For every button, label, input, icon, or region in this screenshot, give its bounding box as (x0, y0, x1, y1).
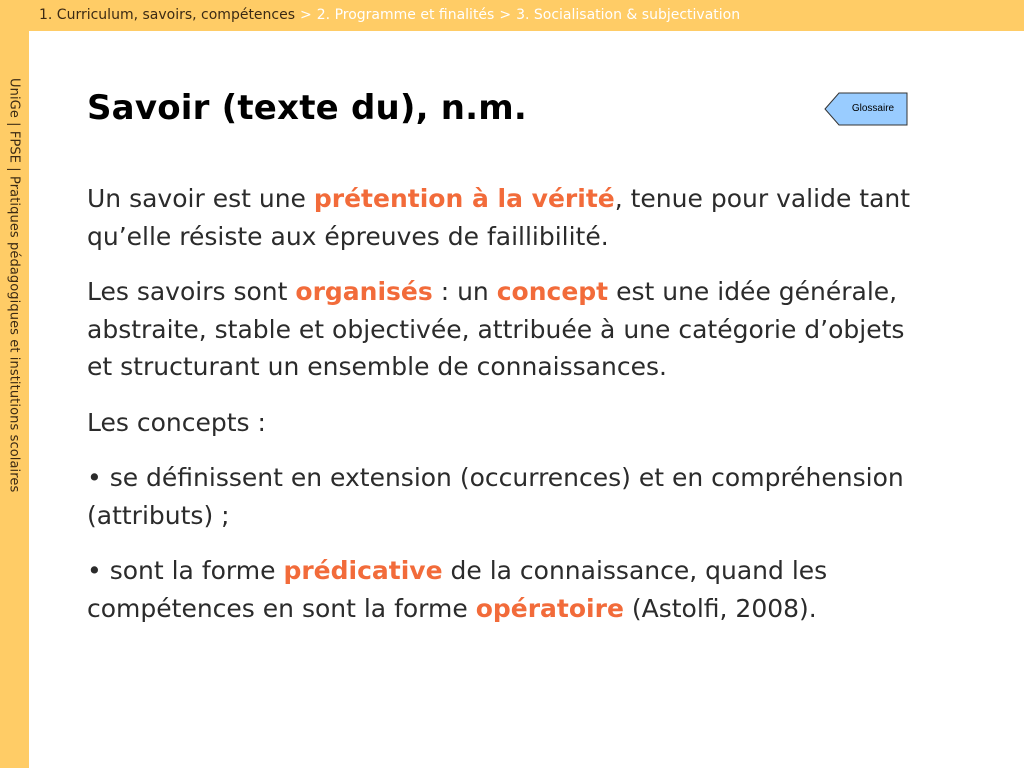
highlight-term: organisés (295, 277, 433, 306)
paragraph-concepts: Les concepts : (87, 407, 266, 437)
glossary-button-label: Glossaire (851, 103, 895, 114)
highlight-term: prétention à la vérité (313, 184, 615, 213)
sidebar (0, 31, 29, 768)
slide-body (87, 180, 937, 645)
page-title: Savoir (texte du), n.m. (87, 88, 528, 128)
highlight-term: concept (496, 277, 609, 306)
sidebar-label: UniGe | FPSE | Pratiques pédagogiques et institutions scolaires (6, 78, 22, 493)
highlight-term: opératoire (475, 593, 624, 623)
highlight-term: prédicative (283, 556, 443, 585)
breadcrumb-separator: > (499, 7, 512, 23)
breadcrumb-bar (0, 0, 1024, 31)
glossary-button[interactable] (824, 92, 908, 126)
breadcrumb-item-programme[interactable]: 2. Programme et finalités (316, 7, 495, 23)
bullet-extension: • se définissent en extension (occurrences) et en compréhension (attributs) ; (87, 463, 904, 530)
paragraph-definition: Un savoir est une prétention à la vérité, tenue pour valide tant qu’elle résiste aux épreuves de faillibilité. (87, 184, 911, 251)
breadcrumb-item-curriculum[interactable]: 1. Curriculum, savoirs, compétences (39, 7, 296, 23)
paragraph-organisation: Les savoirs sont organisés : un concept est une idée générale, abstraite, stable et objectivée, attribuée à une catégorie d’objets et structurant un ensemble de connaissances. (87, 277, 905, 381)
breadcrumb (39, 0, 740, 31)
bullet-predicative: • sont la forme prédicative de la connaissance, quand les compétences en sont la forme opératoire (Astolfi, 2008). (87, 556, 828, 623)
breadcrumb-separator: > (300, 7, 312, 23)
breadcrumb-item-socialisation[interactable]: 3. Socialisation & subjectivation (516, 7, 741, 23)
